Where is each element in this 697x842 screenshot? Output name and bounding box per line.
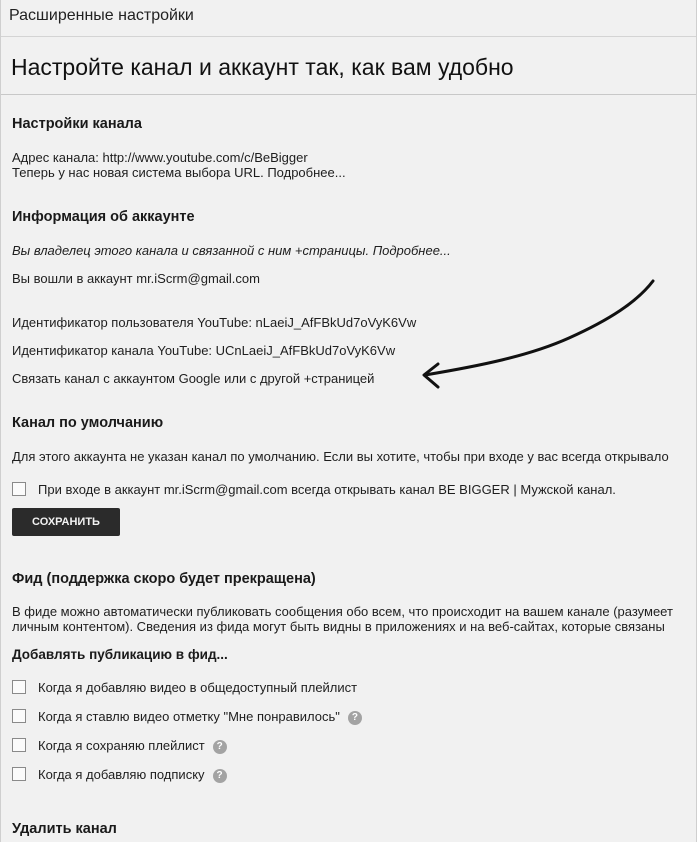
top-bar-title: Расширенные настройки — [9, 7, 194, 24]
help-icon[interactable]: ? — [213, 769, 227, 783]
save-button[interactable]: СОХРАНИТЬ — [12, 508, 120, 536]
feed-option-label-playlist-add: Когда я добавляю видео в общедоступный плейлист — [38, 680, 358, 695]
feed-option-label-like: Когда я ставлю видео отметку "Мне понравилось" — [38, 709, 340, 724]
account-info-heading: Информация об аккаунте — [12, 209, 195, 225]
feed-heading: Фид (поддержка скоро будет прекращена) — [12, 571, 316, 587]
feed-option-label-save-playlist: Когда я сохраняю плейлист — [38, 738, 205, 753]
feed-option-checkbox-subscribe[interactable] — [12, 767, 26, 781]
url-system-link[interactable]: Теперь у нас новая система выбора URL. Подробнее... — [12, 165, 346, 180]
page-title: Настройте канал и аккаунт так, как вам удобно — [11, 54, 514, 80]
feed-option-checkbox-playlist-add[interactable] — [12, 680, 26, 694]
help-icon[interactable]: ? — [213, 740, 227, 754]
feed-option-checkbox-save-playlist[interactable] — [12, 738, 26, 752]
user-id: Идентификатор пользователя YouTube: nLaeiJ_AfFBkUd7oVyK6Vw — [12, 315, 417, 330]
feed-option-checkbox-like[interactable] — [12, 709, 26, 723]
default-channel-note: Для этого аккаунта не указан канал по умолчанию. Если вы хотите, чтобы при входе у вас всегда открывало — [12, 449, 669, 464]
page-header — [1, 36, 696, 95]
feed-option-row-like — [38, 709, 362, 725]
channel-settings-heading: Настройки канала — [12, 116, 142, 132]
owner-note: Вы владелец этого канала и связанной с ним +страницы. Подробнее... — [12, 243, 451, 258]
feed-option-row-save-playlist — [38, 738, 227, 754]
feed-option-label-subscribe: Когда я добавляю подписку — [38, 767, 205, 782]
channel-id: Идентификатор канала YouTube: UCnLaeiJ_AfFBkUd7oVyK6Vw — [12, 343, 396, 358]
default-channel-heading: Канал по умолчанию — [12, 415, 164, 431]
delete-channel-heading: Удалить канал — [12, 821, 117, 837]
channel-address: Адрес канала: http://www.youtube.com/c/BeBigger — [12, 150, 308, 165]
default-channel-checkbox[interactable] — [12, 482, 26, 496]
link-channel-link[interactable]: Связать канал с аккаунтом Google или с другой +страницей — [12, 371, 375, 386]
feed-option-row-subscribe — [38, 767, 227, 783]
feed-description-line1: В фиде можно автоматически публиковать сообщения обо всем, что происходит на вашем канале (разумеет — [12, 604, 673, 619]
default-channel-checkbox-label: При входе в аккаунт mr.iScrm@gmail.com всегда открывать канал BE BIGGER | Мужской канал. — [38, 482, 616, 497]
top-bar — [1, 0, 696, 37]
signed-in-account: Вы вошли в аккаунт mr.iScrm@gmail.com — [12, 271, 260, 286]
feed-description-line2: личным контентом). Сведения из фида могут быть видны в приложениях и на веб-сайтах, которые связаны — [12, 619, 665, 634]
help-icon[interactable]: ? — [348, 711, 362, 725]
feed-subheading: Добавлять публикацию в фид... — [12, 647, 228, 662]
